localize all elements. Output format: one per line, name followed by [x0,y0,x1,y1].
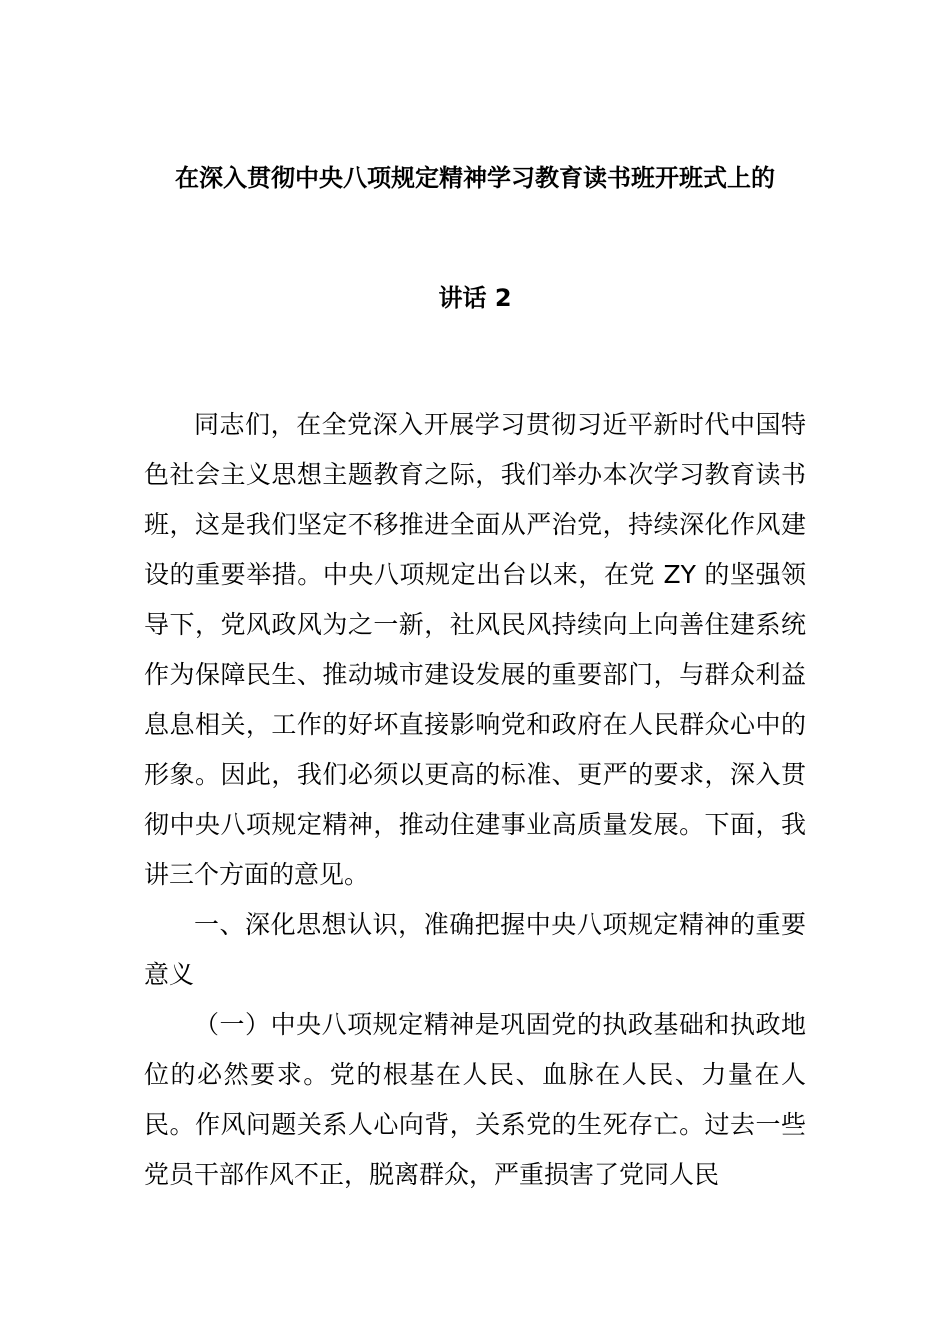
document-body [144,400,806,1200]
section-heading-1: 一、深化思想认识，准确把握中央八项规定精神的重要意义 [144,910,806,989]
subsection-paragraph-1: （一）中央八项规定精神是巩固党的执政基础和执政地位的必然要求。党的根基在人民、血脉在人民、力量在人民。作风问题关系人心向背，关系党的生死存亡。过去一些党员干部作风不正，脱离群众，严重损害了党同人民 [144,1010,806,1189]
paragraph-intro: 同志们，在全党深入开展学习贯彻习近平新时代中国特色社会主义思想主题教育之际，我们举办本次学习教育读书班，这是我们坚定不移推进全面从严治党，持续深化作风建设的重要举措。中央八项规定出台以来，在党 ZY 的坚强领导下，党风政风为之一新，社风民风持续向上向善住建系统作为保障民生、推动城市建设发展的重要部门，与群众利益息息相关，工作的好坏直接影响党和政府在人民群众心中的形象。因此，我们必须以更高的标准、更严的要求，深入贯彻中央八项规定精神，推动住建事业高质量发展。下面，我讲三个方面的意见。 [144,410,806,889]
document-title-line-1: 在深入贯彻中央八项规定精神学习教育读书班开班式上的 [175,164,775,192]
document-title-line-2: 讲话 2 [438,284,512,312]
